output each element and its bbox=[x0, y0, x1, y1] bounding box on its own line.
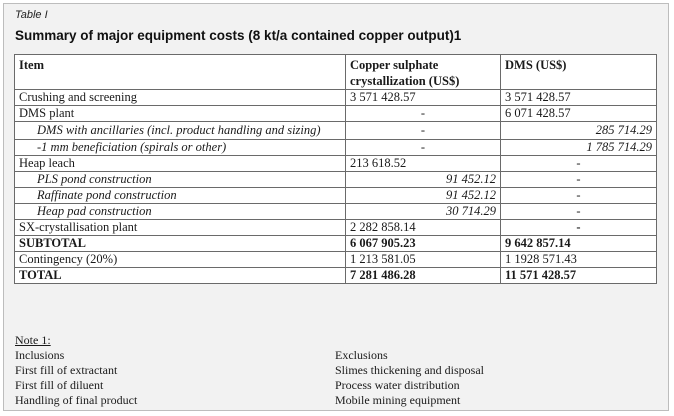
row-dms-value: - bbox=[501, 156, 657, 172]
row-item: TOTAL bbox=[15, 268, 346, 284]
row-cu-value: 7 281 486.28 bbox=[346, 268, 501, 284]
table-row bbox=[15, 220, 657, 236]
row-dms-value: 3 571 428.57 bbox=[501, 90, 657, 106]
row-item: SUBTOTAL bbox=[15, 236, 346, 252]
table-row bbox=[15, 122, 657, 140]
row-cu-value: - bbox=[346, 140, 501, 156]
row-cu-value: 3 571 428.57 bbox=[346, 90, 501, 106]
row-item: SX-crystallisation plant bbox=[15, 220, 346, 236]
list-item: Slimes thickening and disposal bbox=[335, 363, 484, 377]
column-header-dms: DMS (US$) bbox=[501, 55, 657, 90]
row-cu-value: 91 452.12 bbox=[346, 172, 501, 188]
total-row bbox=[15, 268, 657, 284]
row-dms-value: 6 071 428.57 bbox=[501, 106, 657, 122]
row-cu-value: 6 067 905.23 bbox=[346, 236, 501, 252]
exclusions-title: Exclusions bbox=[335, 348, 388, 362]
row-item: Heap pad construction bbox=[15, 204, 346, 220]
row-dms-value: 11 571 428.57 bbox=[501, 268, 657, 284]
row-cu-value: 2 282 858.14 bbox=[346, 220, 501, 236]
row-dms-value: 9 642 857.14 bbox=[501, 236, 657, 252]
inclusions-list bbox=[15, 348, 335, 408]
table-title: Summary of major equipment costs (8 kt/a contained copper output)1 bbox=[15, 28, 462, 43]
column-header-item: Item bbox=[15, 55, 346, 90]
row-item: Heap leach bbox=[15, 156, 346, 172]
note-heading: Note 1: bbox=[15, 333, 51, 347]
list-item: Handling of final product bbox=[15, 393, 138, 407]
table-row bbox=[15, 188, 657, 204]
row-dms-value: 1 1928 571.43 bbox=[501, 252, 657, 268]
row-item: -1 mm beneficiation (spirals or other) bbox=[15, 140, 346, 156]
table-row bbox=[15, 156, 657, 172]
row-cu-value: - bbox=[346, 106, 501, 122]
table-row bbox=[15, 204, 657, 220]
row-dms-value: - bbox=[501, 204, 657, 220]
row-item: Raffinate pond construction bbox=[15, 188, 346, 204]
equipment-costs-table bbox=[14, 54, 657, 284]
row-dms-value: 1 785 714.29 bbox=[501, 140, 657, 156]
list-item: Process water distribution bbox=[335, 378, 460, 392]
row-cu-value: 30 714.29 bbox=[346, 204, 501, 220]
inclusions-title: Inclusions bbox=[15, 348, 65, 362]
row-dms-value: - bbox=[501, 188, 657, 204]
table-row bbox=[15, 106, 657, 122]
table-row bbox=[15, 252, 657, 268]
table-notes bbox=[15, 333, 655, 408]
row-cu-value: 213 618.52 bbox=[346, 156, 501, 172]
column-header-copper-sulphate: Copper sulphate crystallization (US$) bbox=[346, 55, 501, 90]
row-item: DMS plant bbox=[15, 106, 346, 122]
row-dms-value: - bbox=[501, 172, 657, 188]
list-item: Mobile mining equipment bbox=[335, 393, 461, 407]
table-row bbox=[15, 140, 657, 156]
list-item: First fill of diluent bbox=[15, 378, 104, 392]
subtotal-row bbox=[15, 236, 657, 252]
list-item: First fill of extractant bbox=[15, 363, 118, 377]
table-row bbox=[15, 90, 657, 106]
table-header-row bbox=[15, 55, 657, 90]
row-cu-value: 1 213 581.05 bbox=[346, 252, 501, 268]
row-dms-value: - bbox=[501, 220, 657, 236]
exclusions-list bbox=[335, 348, 655, 408]
table-row bbox=[15, 172, 657, 188]
row-dms-value: 285 714.29 bbox=[501, 122, 657, 140]
row-item: DMS with ancillaries (incl. product handling and sizing) bbox=[15, 122, 346, 140]
row-item: Contingency (20%) bbox=[15, 252, 346, 268]
table-label: Table I bbox=[15, 9, 48, 21]
row-item: PLS pond construction bbox=[15, 172, 346, 188]
row-item: Crushing and screening bbox=[15, 90, 346, 106]
row-cu-value: - bbox=[346, 122, 501, 140]
row-cu-value: 91 452.12 bbox=[346, 188, 501, 204]
